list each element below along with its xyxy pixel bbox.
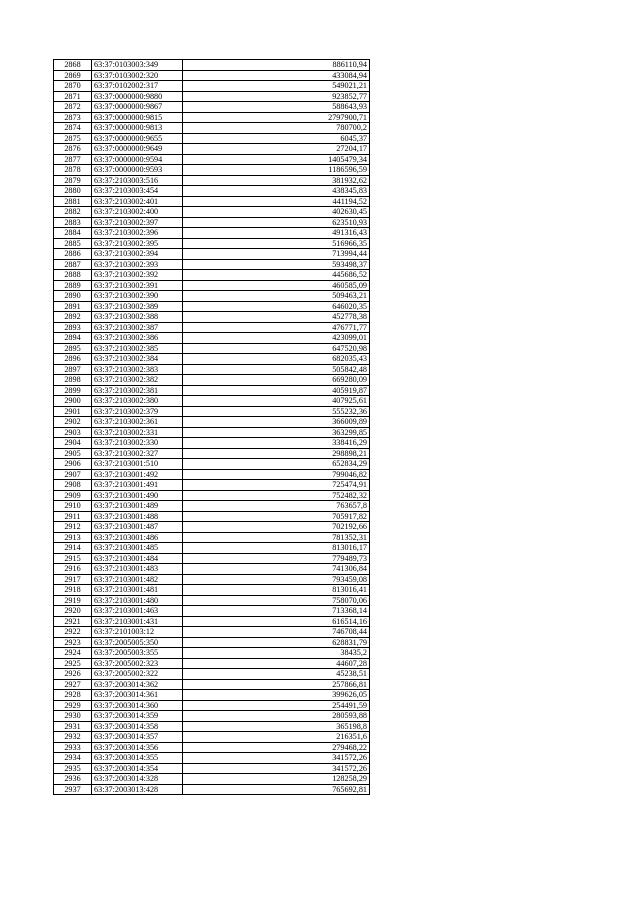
cadastral-number-cell: 63:37:2103001:486 bbox=[92, 532, 183, 543]
row-number-cell: 2905 bbox=[54, 448, 92, 459]
amount-cell: 279468,22 bbox=[183, 742, 370, 753]
amount-cell: 886110,94 bbox=[183, 60, 370, 71]
amount-cell: 381932,62 bbox=[183, 175, 370, 186]
cadastral-number-cell: 63:37:2005005:350 bbox=[92, 637, 183, 648]
cadastral-number-cell: 63:37:2103003:454 bbox=[92, 186, 183, 197]
amount-cell: 128258,29 bbox=[183, 774, 370, 785]
table-row bbox=[54, 375, 370, 386]
data-table bbox=[53, 59, 370, 795]
row-number-cell: 2931 bbox=[54, 721, 92, 732]
row-number-cell: 2868 bbox=[54, 60, 92, 71]
amount-cell: 405919,87 bbox=[183, 385, 370, 396]
table-row bbox=[54, 60, 370, 71]
cadastral-number-cell: 63:37:2103002:361 bbox=[92, 417, 183, 428]
row-number-cell: 2893 bbox=[54, 322, 92, 333]
row-number-cell: 2924 bbox=[54, 648, 92, 659]
cadastral-number-cell: 63:37:2103001:489 bbox=[92, 501, 183, 512]
cadastral-number-cell: 63:37:2103002:393 bbox=[92, 259, 183, 270]
amount-cell: 646020,35 bbox=[183, 301, 370, 312]
table-body bbox=[54, 60, 370, 795]
row-number-cell: 2933 bbox=[54, 742, 92, 753]
table-row bbox=[54, 291, 370, 302]
amount-cell: 628831,79 bbox=[183, 637, 370, 648]
table-row bbox=[54, 627, 370, 638]
amount-cell: 799046,82 bbox=[183, 469, 370, 480]
cadastral-number-cell: 63:37:2103002:387 bbox=[92, 322, 183, 333]
row-number-cell: 2912 bbox=[54, 522, 92, 533]
cadastral-number-cell: 63:37:2103002:382 bbox=[92, 375, 183, 386]
table-row bbox=[54, 448, 370, 459]
amount-cell: 746708,44 bbox=[183, 627, 370, 638]
amount-cell: 460585,09 bbox=[183, 280, 370, 291]
row-number-cell: 2885 bbox=[54, 238, 92, 249]
row-number-cell: 2887 bbox=[54, 259, 92, 270]
amount-cell: 2797900,71 bbox=[183, 112, 370, 123]
amount-cell: 588643,93 bbox=[183, 102, 370, 113]
amount-cell: 254491,59 bbox=[183, 700, 370, 711]
row-number-cell: 2925 bbox=[54, 658, 92, 669]
table-row bbox=[54, 564, 370, 575]
table-row bbox=[54, 322, 370, 333]
amount-cell: 555232,36 bbox=[183, 406, 370, 417]
row-number-cell: 2903 bbox=[54, 427, 92, 438]
row-number-cell: 2872 bbox=[54, 102, 92, 113]
table-row bbox=[54, 595, 370, 606]
row-number-cell: 2881 bbox=[54, 196, 92, 207]
amount-cell: 423099,01 bbox=[183, 333, 370, 344]
amount-cell: 813016,41 bbox=[183, 585, 370, 596]
table-row bbox=[54, 553, 370, 564]
amount-cell: 549021,21 bbox=[183, 81, 370, 92]
cadastral-number-cell: 63:37:0000000:9813 bbox=[92, 123, 183, 134]
row-number-cell: 2890 bbox=[54, 291, 92, 302]
table-row bbox=[54, 133, 370, 144]
table-row bbox=[54, 637, 370, 648]
cadastral-number-cell: 63:37:0000000:9867 bbox=[92, 102, 183, 113]
table-row bbox=[54, 396, 370, 407]
table-row bbox=[54, 522, 370, 533]
row-number-cell: 2878 bbox=[54, 165, 92, 176]
cadastral-number-cell: 63:37:2103001:431 bbox=[92, 616, 183, 627]
amount-cell: 216351,6 bbox=[183, 732, 370, 743]
row-number-cell: 2917 bbox=[54, 574, 92, 585]
row-number-cell: 2922 bbox=[54, 627, 92, 638]
row-number-cell: 2894 bbox=[54, 333, 92, 344]
table-row bbox=[54, 606, 370, 617]
table-row bbox=[54, 406, 370, 417]
cadastral-number-cell: 63:37:2103001:484 bbox=[92, 553, 183, 564]
amount-cell: 713994,44 bbox=[183, 249, 370, 260]
amount-cell: 38435,2 bbox=[183, 648, 370, 659]
table-row bbox=[54, 417, 370, 428]
table-row bbox=[54, 144, 370, 155]
cadastral-number-cell: 63:37:2103002:400 bbox=[92, 207, 183, 218]
row-number-cell: 2879 bbox=[54, 175, 92, 186]
amount-cell: 516966,35 bbox=[183, 238, 370, 249]
cadastral-number-cell: 63:37:0000000:9593 bbox=[92, 165, 183, 176]
cadastral-number-cell: 63:37:2103002:380 bbox=[92, 396, 183, 407]
amount-cell: 399626,05 bbox=[183, 690, 370, 701]
cadastral-number-cell: 63:37:2103001:510 bbox=[92, 459, 183, 470]
table-row bbox=[54, 102, 370, 113]
cadastral-number-cell: 63:37:0000000:9594 bbox=[92, 154, 183, 165]
row-number-cell: 2935 bbox=[54, 763, 92, 774]
table-row bbox=[54, 774, 370, 785]
amount-cell: 652834,29 bbox=[183, 459, 370, 470]
row-number-cell: 2886 bbox=[54, 249, 92, 260]
cadastral-number-cell: 63:37:2103002:330 bbox=[92, 438, 183, 449]
cadastral-number-cell: 63:37:2103002:396 bbox=[92, 228, 183, 239]
row-number-cell: 2892 bbox=[54, 312, 92, 323]
amount-cell: 923852,77 bbox=[183, 91, 370, 102]
cadastral-number-cell: 63:37:2103002:390 bbox=[92, 291, 183, 302]
cadastral-number-cell: 63:37:2103002:394 bbox=[92, 249, 183, 260]
row-number-cell: 2934 bbox=[54, 753, 92, 764]
table-row bbox=[54, 732, 370, 743]
table-row bbox=[54, 574, 370, 585]
cadastral-number-cell: 63:37:2103002:379 bbox=[92, 406, 183, 417]
row-number-cell: 2876 bbox=[54, 144, 92, 155]
table-row bbox=[54, 585, 370, 596]
table-row bbox=[54, 238, 370, 249]
amount-cell: 509463,21 bbox=[183, 291, 370, 302]
cadastral-number-cell: 63:37:2103002:383 bbox=[92, 364, 183, 375]
amount-cell: 763657,8 bbox=[183, 501, 370, 512]
table-row bbox=[54, 280, 370, 291]
amount-cell: 407925,61 bbox=[183, 396, 370, 407]
amount-cell: 702192,66 bbox=[183, 522, 370, 533]
amount-cell: 682035,43 bbox=[183, 354, 370, 365]
row-number-cell: 2929 bbox=[54, 700, 92, 711]
amount-cell: 713368,14 bbox=[183, 606, 370, 617]
cadastral-number-cell: 63:37:2103003:516 bbox=[92, 175, 183, 186]
cadastral-number-cell: 63:37:2003014:358 bbox=[92, 721, 183, 732]
amount-cell: 752482,32 bbox=[183, 490, 370, 501]
table-row bbox=[54, 543, 370, 554]
cadastral-number-cell: 63:37:2003013:428 bbox=[92, 784, 183, 795]
cadastral-number-cell: 63:37:2003014:359 bbox=[92, 711, 183, 722]
cadastral-number-cell: 63:37:2103002:395 bbox=[92, 238, 183, 249]
row-number-cell: 2928 bbox=[54, 690, 92, 701]
row-number-cell: 2888 bbox=[54, 270, 92, 281]
row-number-cell: 2900 bbox=[54, 396, 92, 407]
row-number-cell: 2926 bbox=[54, 669, 92, 680]
cadastral-number-cell: 63:37:2103002:389 bbox=[92, 301, 183, 312]
amount-cell: 44607,28 bbox=[183, 658, 370, 669]
cadastral-number-cell: 63:37:0000000:9880 bbox=[92, 91, 183, 102]
row-number-cell: 2910 bbox=[54, 501, 92, 512]
amount-cell: 338416,29 bbox=[183, 438, 370, 449]
table-row bbox=[54, 658, 370, 669]
table-row bbox=[54, 480, 370, 491]
row-number-cell: 2937 bbox=[54, 784, 92, 795]
cadastral-number-cell: 63:37:0000000:9649 bbox=[92, 144, 183, 155]
table-row bbox=[54, 312, 370, 323]
cadastral-number-cell: 63:37:2103002:388 bbox=[92, 312, 183, 323]
cadastral-number-cell: 63:37:2003014:356 bbox=[92, 742, 183, 753]
table-row bbox=[54, 154, 370, 165]
amount-cell: 257866,81 bbox=[183, 679, 370, 690]
cadastral-number-cell: 63:37:2103002:392 bbox=[92, 270, 183, 281]
table-row bbox=[54, 364, 370, 375]
row-number-cell: 2902 bbox=[54, 417, 92, 428]
cadastral-number-cell: 63:37:0102002:317 bbox=[92, 81, 183, 92]
cadastral-number-cell: 63:37:2103001:490 bbox=[92, 490, 183, 501]
cadastral-number-cell: 63:37:2103001:482 bbox=[92, 574, 183, 585]
table-row bbox=[54, 427, 370, 438]
amount-cell: 6045,37 bbox=[183, 133, 370, 144]
row-number-cell: 2897 bbox=[54, 364, 92, 375]
amount-cell: 758070,06 bbox=[183, 595, 370, 606]
table-row bbox=[54, 763, 370, 774]
amount-cell: 647520,98 bbox=[183, 343, 370, 354]
amount-cell: 1186596,59 bbox=[183, 165, 370, 176]
amount-cell: 280593,88 bbox=[183, 711, 370, 722]
row-number-cell: 2906 bbox=[54, 459, 92, 470]
cadastral-number-cell: 63:37:2103001:492 bbox=[92, 469, 183, 480]
cadastral-number-cell: 63:37:2003014:328 bbox=[92, 774, 183, 785]
amount-cell: 341572,26 bbox=[183, 763, 370, 774]
amount-cell: 669280,09 bbox=[183, 375, 370, 386]
table-row bbox=[54, 648, 370, 659]
cadastral-number-cell: 63:37:2003014:354 bbox=[92, 763, 183, 774]
amount-cell: 741306,84 bbox=[183, 564, 370, 575]
cadastral-number-cell: 63:37:2103002:384 bbox=[92, 354, 183, 365]
table-row bbox=[54, 616, 370, 627]
table-row bbox=[54, 490, 370, 501]
amount-cell: 452778,38 bbox=[183, 312, 370, 323]
row-number-cell: 2913 bbox=[54, 532, 92, 543]
cadastral-number-cell: 63:37:2103002:331 bbox=[92, 427, 183, 438]
table-row bbox=[54, 784, 370, 795]
table-row bbox=[54, 501, 370, 512]
row-number-cell: 2889 bbox=[54, 280, 92, 291]
table-row bbox=[54, 690, 370, 701]
cadastral-number-cell: 63:37:2103001:488 bbox=[92, 511, 183, 522]
row-number-cell: 2898 bbox=[54, 375, 92, 386]
cadastral-number-cell: 63:37:2101003:12 bbox=[92, 627, 183, 638]
table-row bbox=[54, 721, 370, 732]
cadastral-number-cell: 63:37:2103002:385 bbox=[92, 343, 183, 354]
table-row bbox=[54, 511, 370, 522]
cadastral-number-cell: 63:37:2003014:360 bbox=[92, 700, 183, 711]
cadastral-number-cell: 63:37:2103001:485 bbox=[92, 543, 183, 554]
row-number-cell: 2901 bbox=[54, 406, 92, 417]
table-row bbox=[54, 354, 370, 365]
amount-cell: 45238,51 bbox=[183, 669, 370, 680]
table-row bbox=[54, 459, 370, 470]
row-number-cell: 2930 bbox=[54, 711, 92, 722]
amount-cell: 491316,43 bbox=[183, 228, 370, 239]
table-row bbox=[54, 532, 370, 543]
row-number-cell: 2919 bbox=[54, 595, 92, 606]
table-row bbox=[54, 711, 370, 722]
row-number-cell: 2870 bbox=[54, 81, 92, 92]
amount-cell: 505842,48 bbox=[183, 364, 370, 375]
row-number-cell: 2927 bbox=[54, 679, 92, 690]
table-row bbox=[54, 343, 370, 354]
amount-cell: 298898,21 bbox=[183, 448, 370, 459]
amount-cell: 765692,81 bbox=[183, 784, 370, 795]
amount-cell: 779489,73 bbox=[183, 553, 370, 564]
table-row bbox=[54, 249, 370, 260]
row-number-cell: 2875 bbox=[54, 133, 92, 144]
amount-cell: 476771,77 bbox=[183, 322, 370, 333]
row-number-cell: 2914 bbox=[54, 543, 92, 554]
table-row bbox=[54, 165, 370, 176]
table-row bbox=[54, 700, 370, 711]
table-row bbox=[54, 259, 370, 270]
table-row bbox=[54, 196, 370, 207]
row-number-cell: 2921 bbox=[54, 616, 92, 627]
row-number-cell: 2895 bbox=[54, 343, 92, 354]
amount-cell: 813016,17 bbox=[183, 543, 370, 554]
row-number-cell: 2880 bbox=[54, 186, 92, 197]
table-row bbox=[54, 301, 370, 312]
row-number-cell: 2884 bbox=[54, 228, 92, 239]
row-number-cell: 2909 bbox=[54, 490, 92, 501]
row-number-cell: 2871 bbox=[54, 91, 92, 102]
row-number-cell: 2891 bbox=[54, 301, 92, 312]
table-row bbox=[54, 270, 370, 281]
cadastral-number-cell: 63:37:2003014:357 bbox=[92, 732, 183, 743]
cadastral-number-cell: 63:37:2103001:487 bbox=[92, 522, 183, 533]
amount-cell: 445686,52 bbox=[183, 270, 370, 281]
row-number-cell: 2916 bbox=[54, 564, 92, 575]
table-row bbox=[54, 669, 370, 680]
table-row bbox=[54, 207, 370, 218]
table-row bbox=[54, 123, 370, 134]
row-number-cell: 2904 bbox=[54, 438, 92, 449]
cadastral-number-cell: 63:37:2103001:491 bbox=[92, 480, 183, 491]
table-row bbox=[54, 753, 370, 764]
row-number-cell: 2920 bbox=[54, 606, 92, 617]
row-number-cell: 2936 bbox=[54, 774, 92, 785]
row-number-cell: 2883 bbox=[54, 217, 92, 228]
table-row bbox=[54, 679, 370, 690]
row-number-cell: 2932 bbox=[54, 732, 92, 743]
row-number-cell: 2873 bbox=[54, 112, 92, 123]
amount-cell: 438345,83 bbox=[183, 186, 370, 197]
cadastral-number-cell: 63:37:2103002:381 bbox=[92, 385, 183, 396]
table-row bbox=[54, 333, 370, 344]
cadastral-number-cell: 63:37:2103001:480 bbox=[92, 595, 183, 606]
row-number-cell: 2877 bbox=[54, 154, 92, 165]
amount-cell: 341572,26 bbox=[183, 753, 370, 764]
cadastral-number-cell: 63:37:2003014:362 bbox=[92, 679, 183, 690]
cadastral-number-cell: 63:37:0000000:9655 bbox=[92, 133, 183, 144]
row-number-cell: 2923 bbox=[54, 637, 92, 648]
cadastral-number-cell: 63:37:0103002:320 bbox=[92, 70, 183, 81]
cadastral-number-cell: 63:37:2003014:361 bbox=[92, 690, 183, 701]
amount-cell: 441194,52 bbox=[183, 196, 370, 207]
cadastral-number-cell: 63:37:2003014:355 bbox=[92, 753, 183, 764]
amount-cell: 705917,82 bbox=[183, 511, 370, 522]
amount-cell: 365198,8 bbox=[183, 721, 370, 732]
cadastral-number-cell: 63:37:2005002:322 bbox=[92, 669, 183, 680]
table-row bbox=[54, 186, 370, 197]
row-number-cell: 2911 bbox=[54, 511, 92, 522]
amount-cell: 780700,2 bbox=[183, 123, 370, 134]
amount-cell: 593498,37 bbox=[183, 259, 370, 270]
amount-cell: 1405479,34 bbox=[183, 154, 370, 165]
cadastral-number-cell: 63:37:2103001:483 bbox=[92, 564, 183, 575]
cadastral-number-cell: 63:37:2005003:355 bbox=[92, 648, 183, 659]
table-row bbox=[54, 217, 370, 228]
table-row bbox=[54, 81, 370, 92]
row-number-cell: 2915 bbox=[54, 553, 92, 564]
row-number-cell: 2874 bbox=[54, 123, 92, 134]
amount-cell: 781352,31 bbox=[183, 532, 370, 543]
cadastral-number-cell: 63:37:2103001:463 bbox=[92, 606, 183, 617]
table-row bbox=[54, 112, 370, 123]
cadastral-number-cell: 63:37:2103002:327 bbox=[92, 448, 183, 459]
cadastral-number-cell: 63:37:2103002:397 bbox=[92, 217, 183, 228]
amount-cell: 623510,93 bbox=[183, 217, 370, 228]
table-row bbox=[54, 175, 370, 186]
amount-cell: 27204,17 bbox=[183, 144, 370, 155]
cadastral-number-cell: 63:37:2103002:386 bbox=[92, 333, 183, 344]
table-row bbox=[54, 385, 370, 396]
cadastral-number-cell: 63:37:0000000:9815 bbox=[92, 112, 183, 123]
amount-cell: 433084,94 bbox=[183, 70, 370, 81]
row-number-cell: 2882 bbox=[54, 207, 92, 218]
table-row bbox=[54, 228, 370, 239]
row-number-cell: 2907 bbox=[54, 469, 92, 480]
table-row bbox=[54, 742, 370, 753]
table-row bbox=[54, 70, 370, 81]
amount-cell: 616514,16 bbox=[183, 616, 370, 627]
table-row bbox=[54, 469, 370, 480]
row-number-cell: 2896 bbox=[54, 354, 92, 365]
cadastral-number-cell: 63:37:2103002:401 bbox=[92, 196, 183, 207]
amount-cell: 366009,89 bbox=[183, 417, 370, 428]
cadastral-number-cell: 63:37:2103002:391 bbox=[92, 280, 183, 291]
amount-cell: 402630,45 bbox=[183, 207, 370, 218]
row-number-cell: 2918 bbox=[54, 585, 92, 596]
amount-cell: 363299,85 bbox=[183, 427, 370, 438]
row-number-cell: 2869 bbox=[54, 70, 92, 81]
row-number-cell: 2908 bbox=[54, 480, 92, 491]
cadastral-number-cell: 63:37:2103001:481 bbox=[92, 585, 183, 596]
amount-cell: 793459,08 bbox=[183, 574, 370, 585]
row-number-cell: 2899 bbox=[54, 385, 92, 396]
table-row bbox=[54, 91, 370, 102]
amount-cell: 725474,91 bbox=[183, 480, 370, 491]
cadastral-number-cell: 63:37:2005002:323 bbox=[92, 658, 183, 669]
table-row bbox=[54, 438, 370, 449]
cadastral-number-cell: 63:37:0103003:349 bbox=[92, 60, 183, 71]
